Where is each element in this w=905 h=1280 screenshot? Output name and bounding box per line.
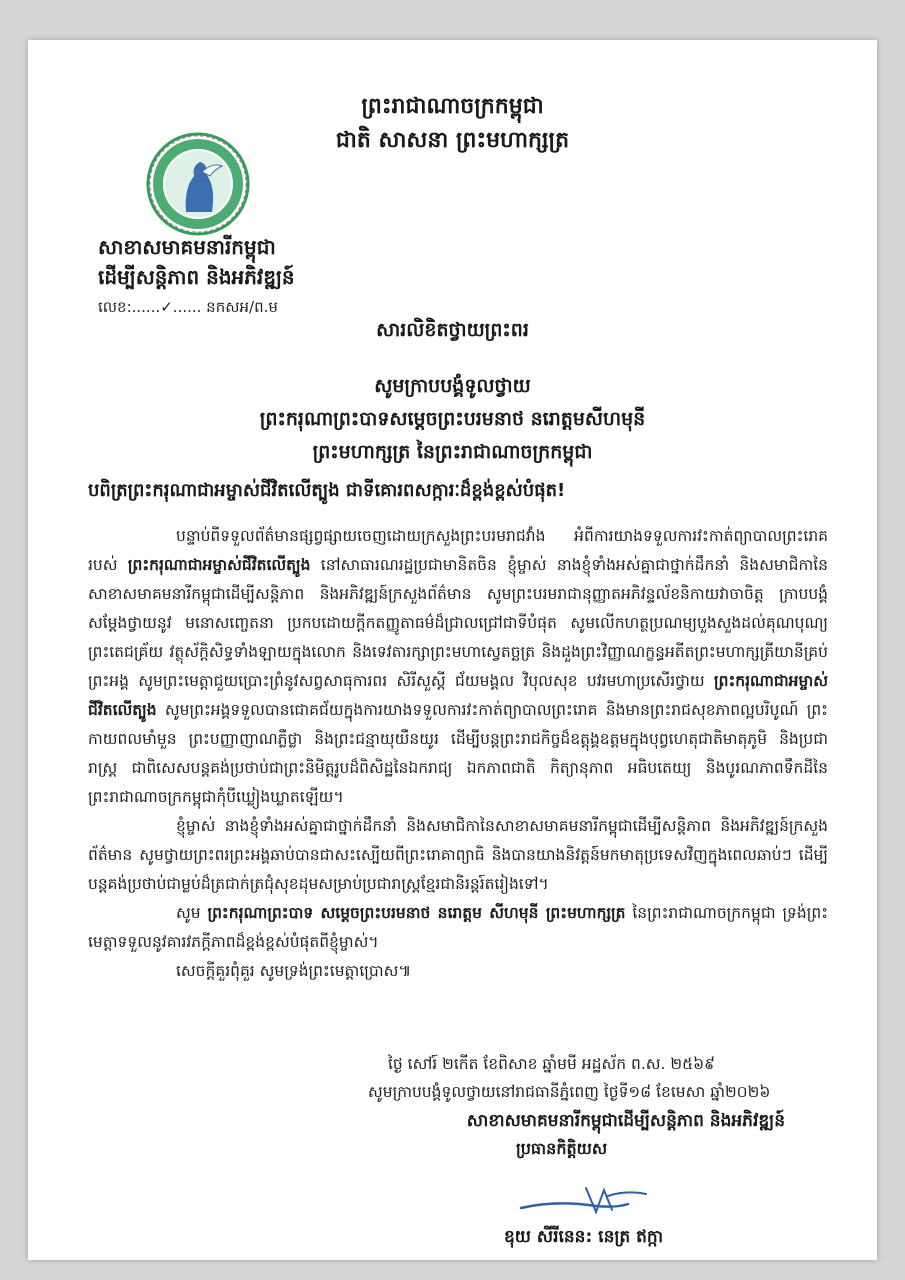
- body-p1-royal-title-2: ព្រះករុណាជាអម្ចាស់ជីវិតលើត្បូង: [88, 672, 828, 719]
- body-p1-royal-title-1: ព្រះករុណាជាអម្ចាស់ជីវិតលើត្បូង: [127, 556, 311, 574]
- organization-name-line1: សាខាសមាគមនារីកម្ពុជា: [98, 235, 276, 259]
- addressee-line1: សូមក្រាបបង្គំទូលថ្វាយ: [374, 375, 531, 397]
- reference-number: លេខ:......✓...... នកសអ/ព.ម: [98, 298, 278, 316]
- body-paragraph-4: សេចក្តីគួរពុំគួរ សូមទ្រង់ព្រះមេត្តាប្រោស៕: [176, 962, 412, 980]
- body-paragraph-3: [88, 899, 828, 957]
- body-p3-text-a: សូម: [176, 904, 208, 922]
- organization-logo: [146, 132, 250, 236]
- addressee-block: [28, 370, 877, 469]
- organization-name-line2: ដើម្បីសន្តិភាព និងអភិវឌ្ឍន៍: [98, 265, 295, 289]
- body-paragraph-2: ខ្ញុំម្ចាស់ នាងខ្ញុំទាំងអស់គ្នាជាថ្នាក់ដឹកនាំ និងសមាជិកានៃសាខាសមាគមនារីកម្ពុជាដើម្បីសន្តិភាព និងអភិវឌ្ឍន៍ក្រសួងព័ត៌មាន សូមថ្វាយព្រះពរព្រះអង្គឆាប់បានជាសះស្បើយពីព្រះរោគាព្យាធិ និងបានយាងនិវត្តន៍មកមាតុប្រទេសវិញក្នុងពេលឆាប់ៗ ដើម្បីបន្តគង់ប្រថាប់ជាម្លប់ដ៏ត្រជាក់ត្រជុំសុខដុមសម្រាប់ប្រជារាស្ត្រខ្មែរជានិរន្តរ៍តរៀងទៅ។: [88, 817, 828, 893]
- handwritten-signature: [516, 1170, 666, 1220]
- signatory-role: ប្រធានកិត្តិយស: [516, 1139, 608, 1158]
- national-motto: ជាតិ សាសនា ព្រះមហាក្សត្រ: [335, 128, 570, 153]
- letter-body: [88, 522, 828, 986]
- kingdom-title: ព្រះរាជាណាចក្រកម្ពុជា: [361, 94, 544, 119]
- body-p3-text-c: នៃព្រះរាជាណាចក្រកម្ពុជា ទ្រង់ព្រះមេត្តាទទួលនូវគារវភក្តីភាពដ៏ខ្ពង់ខ្ពស់បំផុតពីខ្ញុំម្ចាស់។: [88, 904, 828, 951]
- body-p3-royal-title: ព្រះករុណាព្រះបាទ សម្តេចព្រះបរមនាថ នរោត្តម សីហមុនី ព្រះមហាក្សត្រ: [207, 904, 626, 922]
- place-and-date: សូមក្រាបបង្គំទូលថ្វាយនៅរាជធានីភ្នំពេញ ថ្ងៃទី១៨ ខែមេសា ឆ្នាំ២០២៦: [368, 1083, 771, 1101]
- document-type: សារលិខិតថ្វាយព្រះពរ: [376, 319, 529, 341]
- body-p1-text-c: នៅសាធារណរដ្ឋប្រជាមានិតចិន ខ្ញុំម្ចាស់ នាងខ្ញុំទាំងអស់គ្នាជាថ្នាក់ដឹកនាំ និងសមាជិកានៃសាខាសមាគមនារីកម្ពុជាដើម្បីសន្តិភាព និងអភិវឌ្ឍន៍ក្រសួងព័ត៌មាន សូមព្រះបរមរាជានុញ្ញាតអភិវន្ទល័ខនិកាយវាចាចិត្ត ក្រាបបង្គំសម្តែងថ្វាយនូវ មនោសញ្ចេតនា ប្រកបដោយក្តីកតញ្ញូតាធម៌ដ៏ជ្រាលជ្រៅជាទីបំផុត សូមលើកហត្ថប្រណម្យបួងសួងដល់គុណបុណ្យព្រះតេជគ្រ័យ វត្ថុស័ក្តិសិទ្ធទាំងឡាយក្នុងលោក និងទេវតារក្សាព្រះមហាស្វេតច្ឆត្រ និងដួងព្រះវិញ្ញាណក្ខន្ធអតីតព្រះមហាក្សត្រីយានីគ្រប់ព្រះអង្គ សូមព្រះមេត្តាជួយប្រោះព្រំនូវសព្វសាធុការពរ សិរីសួស្តី ជ័យមង្គល វិបុលសុខ បវរមហាប្រសើរថ្វាយ: [88, 556, 828, 690]
- document-sheet: [28, 40, 877, 1260]
- addressee-line3: ព្រះមហាក្សត្រ នៃព្រះរាជាណាចក្រកម្ពុជា: [312, 441, 593, 463]
- body-p1-text-e: សូមព្រះអង្គទទួលបានជោគជ័យក្នុងការយាងទទួលការវះកាត់ព្យាបាលព្រះរោគ និងមានព្រះរាជសុខភាពល្អបរិបូណ៍ ព្រះកាយពលមាំមួន ព្រះបញ្ញាញាណភ្លឺថ្លា និងព្រះជន្មាយុយឺនយូរ ដើម្បីបន្តព្រះរាជកិច្ចដ៏ឧត្តុង្គឧត្តមក្នុងបុព្វហេតុជាតិមាតុភូមិ និងប្រជារាស្ត្រ ជាពិសេសបន្តគង់ប្រថាប់ជាព្រះនិមិត្តរូបដ៏ពិសិដ្ឋនៃឯករាជ្យ ឯកភាពជាតិ កិត្យានុភាព អធិបតេយ្យ និងបូរណភាពទឹកដីនៃព្រះរាជាណាចក្រកម្ពុជាកុំបីឃ្លៀងឃ្លាតឡើយ។: [88, 701, 828, 806]
- signatory-name: ឧុយ សីរីនេន: នេត្រ ឥក្កា: [504, 1227, 664, 1247]
- body-paragraph-1: [88, 522, 828, 812]
- lunar-date: ថ្ងៃ សៅរ៍ ២កើត ខែពិសាខ ឆ្នាំមមី អដ្ឋស័ក ព.ស. ២៥៦៩: [388, 1055, 716, 1073]
- organization-name: [98, 232, 295, 292]
- signatory-organization: សាខាសមាគមនារីកម្ពុជាដើម្បីសន្តិភាព និងអភិវឌ្ឍន៍: [466, 1111, 785, 1131]
- salutation: បពិត្រព្រះករុណាជាអម្ចាស់ជីវិតលើត្បូង ជាទីគោរពសក្ការៈដ៏ខ្ពង់ខ្ពស់បំផុត!: [88, 480, 566, 501]
- addressee-line2: ព្រះករុណាព្រះបាទសម្តេចព្រះបរមនាថ នរោត្តមសីហមុនី: [259, 408, 646, 430]
- body-p1-text-a: បន្ទាប់ពីទទួលព័ត៌មានផ្សព្វផ្សាយចេញដោយក្រសួងព្រះបរមរាជវាំង អំពីការយាងទទួលការវះកាត់ព្យាបាលព្រះរោគរបស់: [88, 527, 828, 574]
